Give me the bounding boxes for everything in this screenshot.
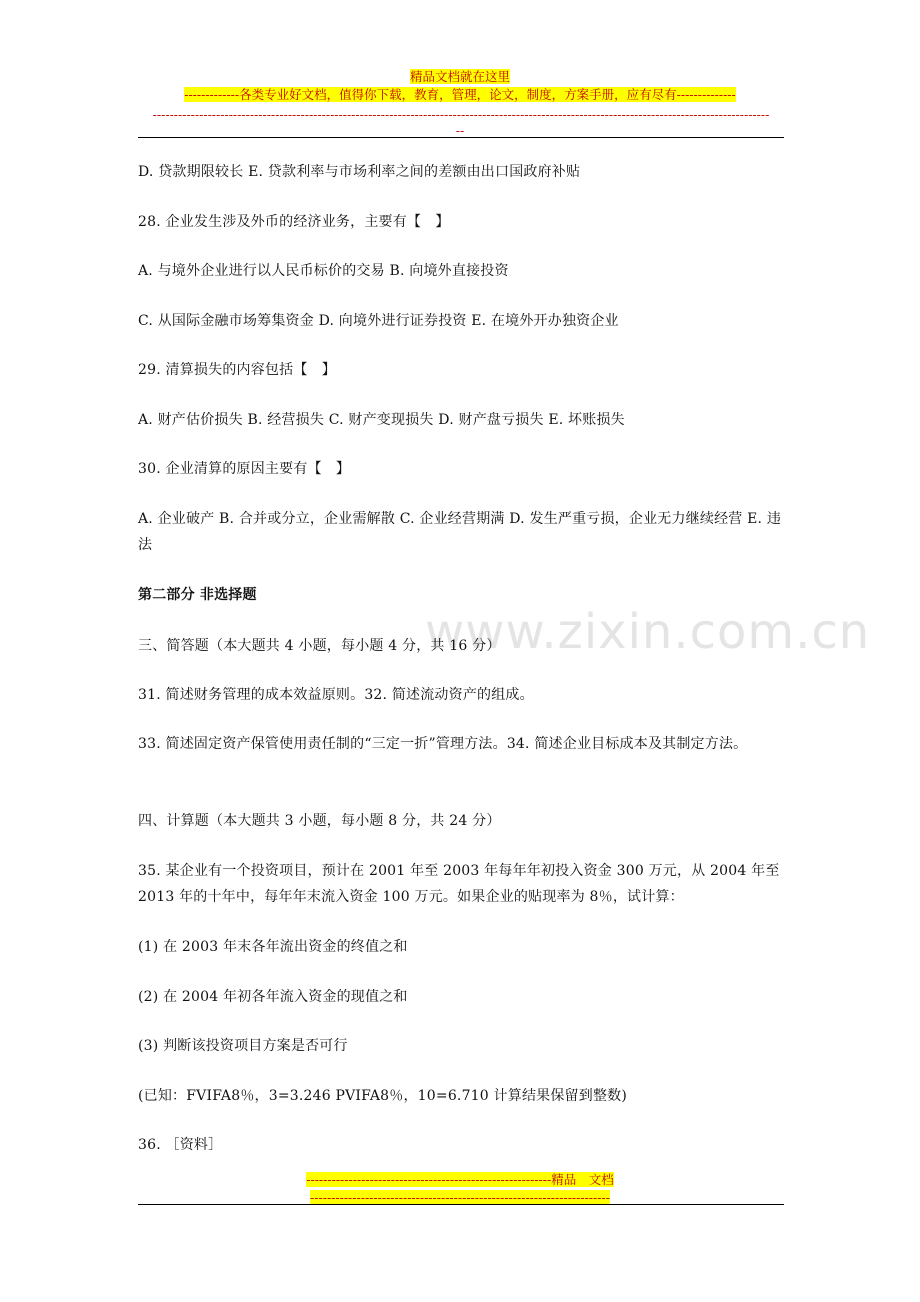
header-subtitle-row xyxy=(0,84,920,103)
paragraph: (2) 在 2004 年初各年流入资金的现值之和 xyxy=(138,989,408,1005)
watermark: www.zixin.com.cn xyxy=(425,604,871,660)
section-subheading: 三、简答题（本大题共 4 小题，每小题 4 分，共 16 分） xyxy=(138,638,501,654)
footer-dash-line: ----------------------------------------------------------------------- xyxy=(310,1190,610,1205)
header-rule xyxy=(138,137,784,138)
paragraph: 36. ［资料］ xyxy=(138,1137,223,1153)
paragraph: C. 从国际金融市场筹集资金 D. 向境外进行证券投资 E. 在境外开办独资企业 xyxy=(138,313,619,329)
paragraph: A. 与境外企业进行以人民币标价的交易 B. 向境外直接投资 xyxy=(138,263,509,279)
footer-line: ----------------------------------------------------------精品 文档 xyxy=(306,1172,614,1187)
header-subtitle: -------------各类专业好文档，值得你下载，教育，管理，论文，制度，方案手册，应有尽有-------------- xyxy=(184,87,736,102)
question-heading: 29. 清算损失的内容包括【 】 xyxy=(138,362,336,378)
header-dash-line-2: -- xyxy=(455,123,465,138)
paragraph: A. 财产估价损失 B. 经营损失 C. 财产变现损失 D. 财产盘亏损失 E. 坏账损失 xyxy=(138,412,625,428)
question-heading: 28. 企业发生涉及外币的经济业务，主要有【 】 xyxy=(138,214,450,230)
section-heading: 第二部分 非选择题 xyxy=(138,587,257,603)
header-title: 精品文档就在这里 xyxy=(409,69,510,84)
paragraph: 31. 简述财务管理的成本效益原则。32. 简述流动资产的组成。 xyxy=(138,687,534,703)
footer-row xyxy=(0,1169,920,1188)
question-heading: 30. 企业清算的原因主要有【 】 xyxy=(138,461,351,477)
header-title-row xyxy=(0,66,920,85)
paragraph: (1) 在 2003 年末各年流出资金的终值之和 xyxy=(138,939,408,955)
paragraph: 35. 某企业有一个投资项目，预计在 2001 年至 2003 年每年年初投入资金 300 万元，从 2004 年至 2013 年的十年中，每年年末流入资金 100 万元。如果企业的贴现率为 8％，试计算： xyxy=(138,863,780,905)
section-subheading: 四、计算题（本大题共 3 小题，每小题 8 分，共 24 分） xyxy=(138,813,501,829)
paragraph: (3) 判断该投资项目方案是否可行 xyxy=(138,1038,348,1054)
paragraph: D. 贷款期限较长 E. 贷款利率与市场利率之间的差额由出口国政府补贴 xyxy=(138,164,581,180)
paragraph: (已知：FVIFA8％，3=3.246 PVIFA8％，10=6.710 计算结果保留到整数) xyxy=(138,1088,628,1104)
footer-rule xyxy=(138,1204,784,1205)
paragraph: 33. 简述固定资产保管使用责任制的“三定一折”管理方法。34. 简述企业目标成本及其制定方法。 xyxy=(138,736,748,752)
header-dash-line: -------------------------------------------------------------------------------------------------------------------------------------------------- xyxy=(152,107,770,122)
paragraph: A. 企业破产 B. 合并或分立，企业需解散 C. 企业经营期满 D. 发生严重亏损，企业无力继续经营 E. 违法 xyxy=(138,511,782,553)
